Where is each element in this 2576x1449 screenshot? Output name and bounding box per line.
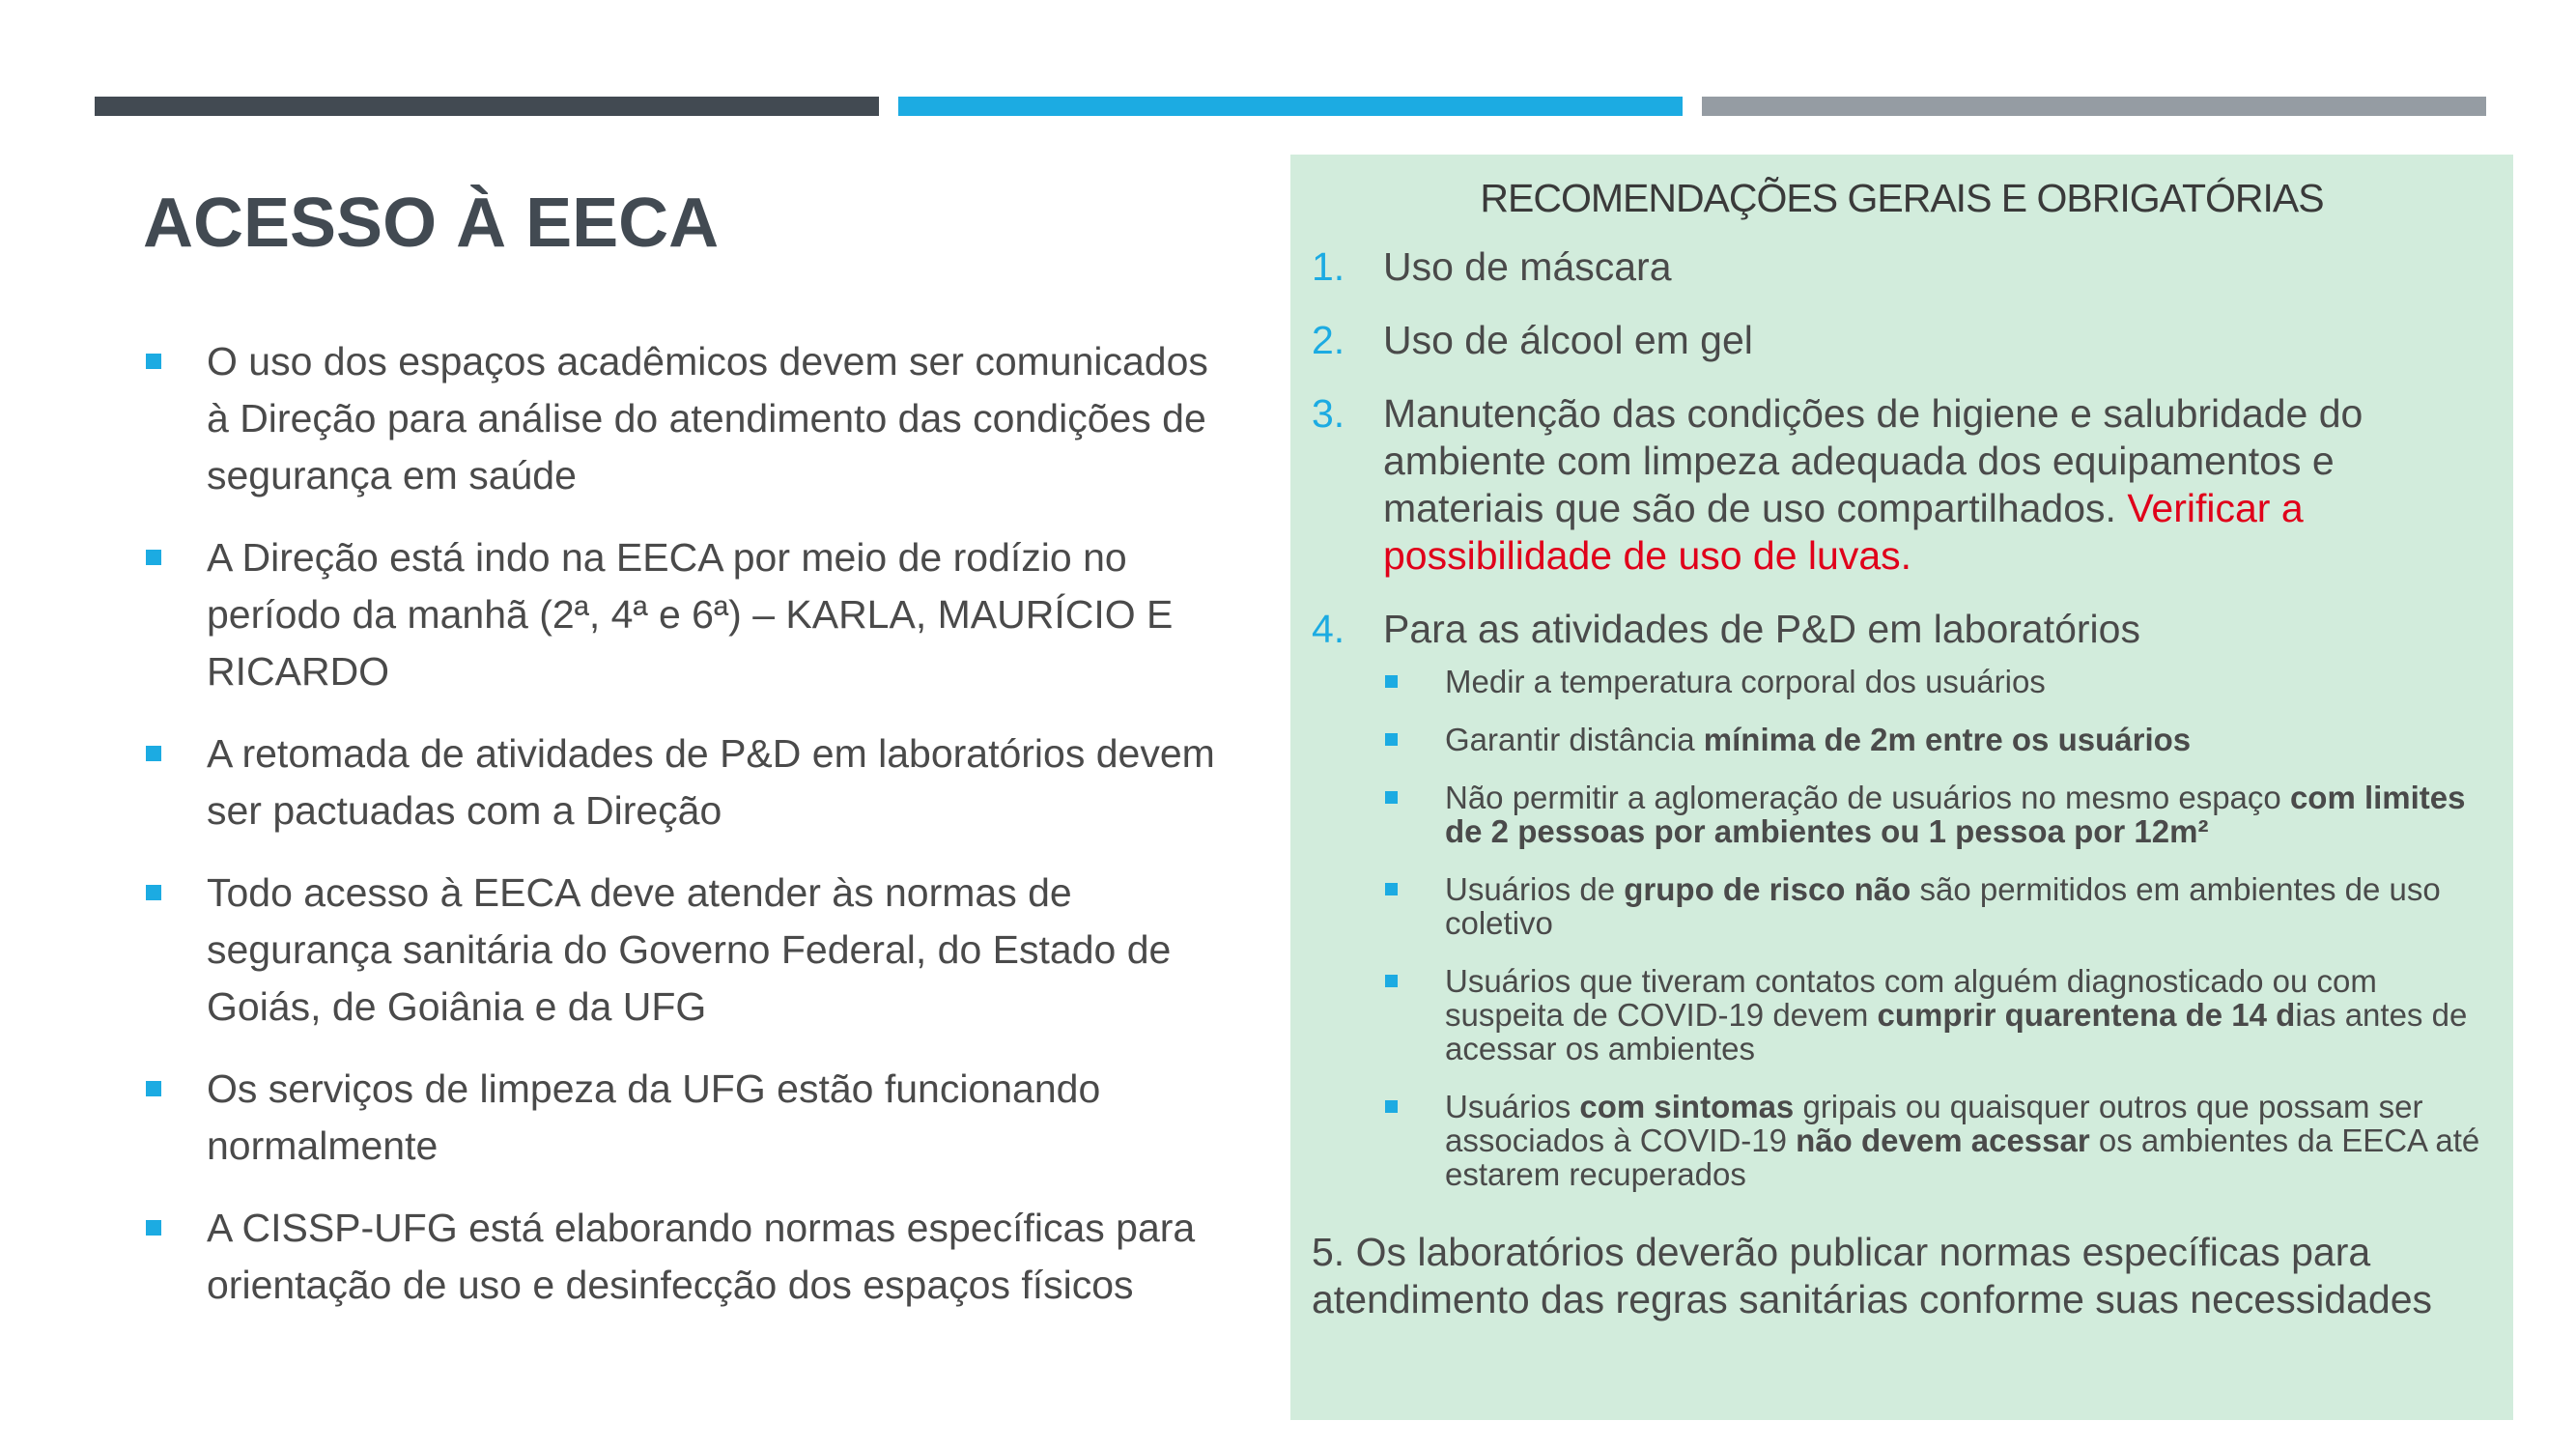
recommendations-panel	[1290, 155, 2513, 1420]
list-item-text: A retomada de atividades de P&D em laboratórios devem ser pactuadas com a Direção	[207, 731, 1215, 833]
list-item	[143, 725, 1215, 839]
sub-list-item	[1383, 665, 2490, 698]
square-bullet-icon	[1385, 883, 1398, 895]
list-item	[1312, 243, 2490, 291]
item-number: 1.	[1312, 244, 1345, 289]
header-bar-gray	[1702, 97, 2486, 116]
labs-note: 5. Os laboratórios deverão publicar normas específicas para atendimento das regras sanitárias conforme suas necessidades	[1312, 1230, 2433, 1321]
sub-list-item	[1383, 1090, 2490, 1191]
sub-text: Usuários de	[1445, 871, 1625, 907]
header-bar-blue	[898, 97, 1683, 116]
sub-text: são permitidos em ambientes de uso coletivo	[1445, 871, 2441, 941]
sub-text: Usuários que tiveram contatos com alguém diagnosticado ou com suspeita de COVID-19 devem	[1445, 963, 2377, 1033]
square-bullet-icon	[1385, 791, 1398, 804]
item-number: 4.	[1312, 607, 1345, 651]
item-number: 2.	[1312, 318, 1345, 362]
square-bullet-icon	[146, 550, 161, 565]
square-bullet-icon	[1385, 675, 1398, 688]
sub-list-item	[1383, 964, 2490, 1065]
gloves-warning: Verificar a possibilidade de uso de luvas.	[1383, 486, 2304, 578]
sub-text: ias antes de acessar os ambientes	[1445, 997, 2468, 1066]
list-item	[143, 1200, 1215, 1314]
square-bullet-icon	[146, 746, 161, 761]
sub-text-bold: cumprir quarentena de 14 d	[1877, 997, 2296, 1033]
item-number: 3.	[1312, 391, 1345, 436]
sub-text-bold: mínima de 2m entre os usuários	[1703, 722, 2192, 757]
square-bullet-icon	[146, 885, 161, 900]
sub-text: os ambientes da EECA até estarem recuperados	[1445, 1122, 2480, 1192]
sub-text-bold: não devem acessar	[1796, 1122, 2090, 1158]
list-item-text: Todo acesso à EECA deve atender às normas de segurança sanitária do Governo Federal, do Estado de Goiás, de Goiânia e da UFG	[207, 870, 1172, 1029]
sub-text-bold: com limites de 2 pessoas por ambientes ou 1 pessoa por 12m²	[1445, 780, 2466, 849]
list-item	[143, 529, 1215, 700]
sub-list-item	[1383, 723, 2490, 756]
list-item	[143, 1061, 1215, 1175]
list-item	[143, 333, 1215, 504]
item-text: Para as atividades de P&D em laboratórios	[1383, 607, 2140, 651]
list-item-text: Os serviços de limpeza da UFG estão funcionando normalmente	[207, 1066, 1101, 1168]
square-bullet-icon	[1385, 1100, 1398, 1113]
sub-text: gripais ou quaisquer outros que possam ser associados à COVID-19	[1445, 1089, 2423, 1158]
sub-text: Usuários	[1445, 1089, 1580, 1124]
item-text: Uso de máscara	[1383, 244, 1672, 289]
square-bullet-icon	[1385, 733, 1398, 746]
list-item-text: O uso dos espaços acadêmicos devem ser comunicados à Direção para análise do atendimento das condições de segurança em saúde	[207, 339, 1208, 497]
sub-list-item	[1383, 872, 2490, 940]
sub-list-item	[1383, 781, 2490, 848]
list-item	[1312, 317, 2490, 364]
list-item	[143, 865, 1215, 1036]
sub-text: Medir a temperatura corporal dos usuários	[1445, 664, 2046, 699]
item-text: Manutenção das condições de higiene e salubridade do ambiente com limpeza adequada dos equipamentos e materiais que são de uso compartilhados.	[1383, 391, 2364, 530]
sub-text: Garantir distância	[1445, 722, 1704, 757]
access-list	[143, 333, 1215, 1339]
header-bar-dark	[95, 97, 879, 116]
square-bullet-icon	[1385, 975, 1398, 987]
sub-text: Não permitir a aglomeração de usuários no mesmo espaço	[1445, 780, 2290, 815]
list-item	[1312, 606, 2490, 1191]
square-bullet-icon	[146, 1220, 161, 1236]
sub-text-bold: grupo de risco não	[1624, 871, 1911, 907]
square-bullet-icon	[146, 1081, 161, 1096]
list-item	[1312, 390, 2490, 580]
panel-title: RECOMENDAÇÕES GERAIS E OBRIGATÓRIAS	[1480, 176, 2324, 220]
list-item-text: A Direção está indo na EECA por meio de rodízio no período da manhã (2ª, 4ª e 6ª) – KARLA, MAURÍCIO E RICARDO	[207, 535, 1174, 694]
sub-text-bold: com sintomas	[1579, 1089, 1795, 1124]
slide-title: ACESSO À EECA	[143, 185, 720, 262]
square-bullet-icon	[146, 354, 161, 369]
list-item-text: A CISSP-UFG está elaborando normas específicas para orientação de uso e desinfecção dos espaços físicos	[207, 1206, 1196, 1307]
lab-activities-sublist	[1383, 665, 2490, 1191]
recommendations-list	[1312, 243, 2490, 1217]
item-text: Uso de álcool em gel	[1383, 318, 1753, 362]
